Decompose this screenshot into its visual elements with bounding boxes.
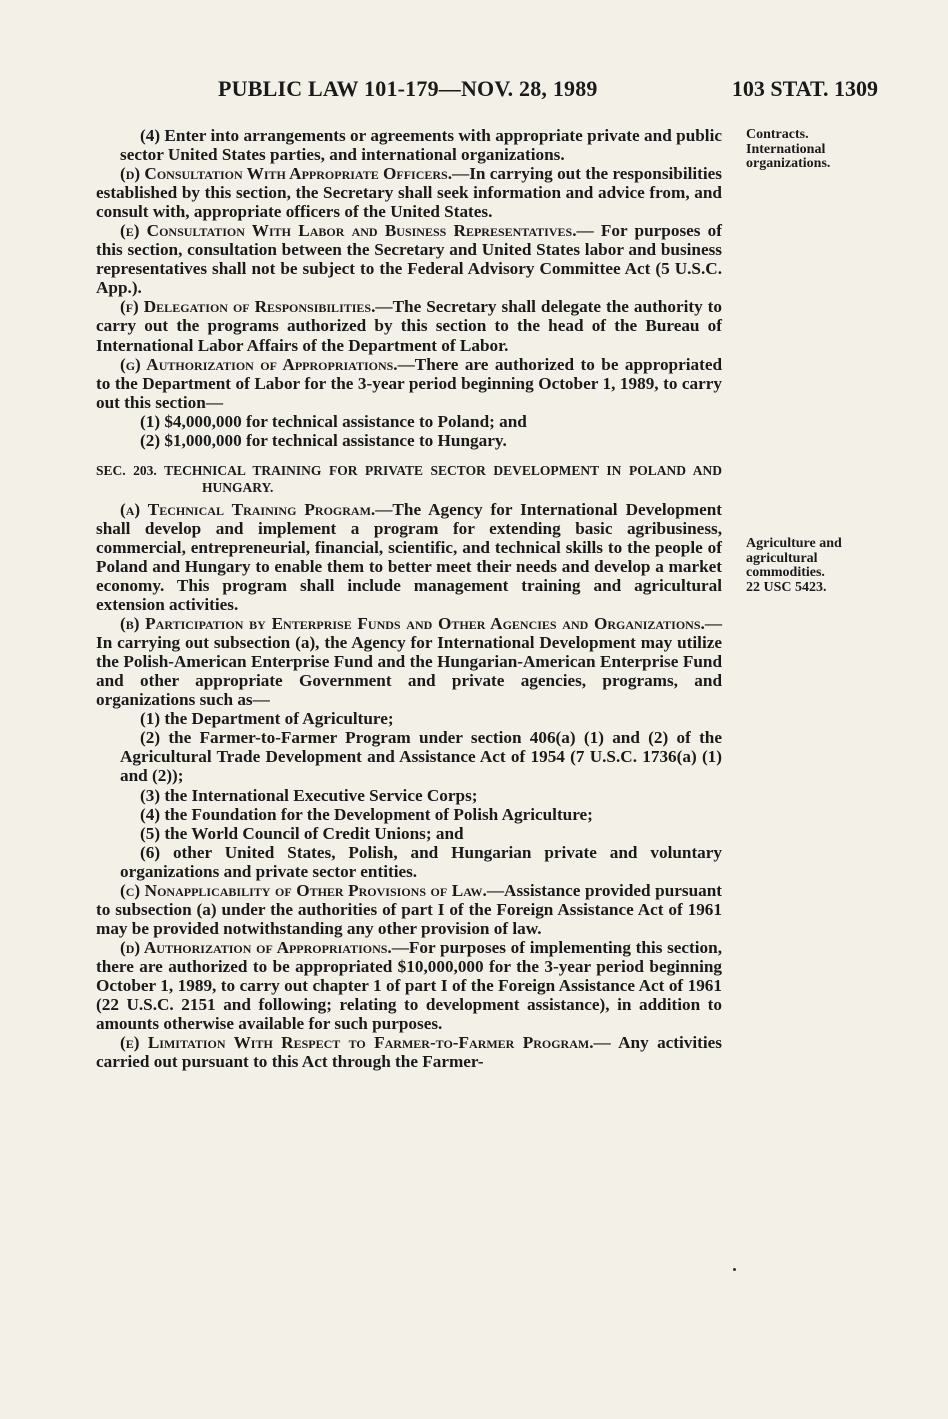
subsection-heading: (c) Nonapplicability of Other Provisions of Law.: [120, 880, 487, 900]
list-item: (6) other United States, Polish, and Hungarian private and voluntary organizations and private sector entities.: [120, 842, 722, 881]
paragraph-e2: [96, 1033, 722, 1071]
paragraph-e: [96, 221, 722, 297]
list-item: (1) the Department of Agriculture;: [140, 709, 394, 729]
subsection-text: —The Secretary shall delegate the authority to carry out the programs authorized by this section to the head of the Bureau of International Labor Affairs of the Department of Labor.: [96, 297, 722, 355]
margin-note-line: organizations.: [746, 156, 831, 171]
subsection-text: — For purposes of this section, consultation between the Secretary and United States labor and business representatives shall not be subject to the Federal Advisory Committee Act (5 U.S.C. App.).: [96, 221, 722, 298]
paragraph-d: [96, 164, 722, 221]
subsection-text: —Assistance provided pursuant to subsection (a) under the authorities of part I of the Foreign Assistance Act of 1961 may be provided notwithstanding any other provision of law.: [96, 880, 722, 938]
margin-note-line: 22 USC 5423.: [746, 579, 827, 595]
subsection-heading: (d) Authorization of Appropriations.: [120, 937, 392, 957]
list-item: (4) the Foundation for the Development of Polish Agriculture;: [140, 804, 593, 824]
header-title: PUBLIC LAW 101-179—NOV. 28, 1989: [218, 76, 598, 101]
list-item: (2) $1,000,000 for technical assistance to Hungary.: [140, 430, 507, 450]
margin-note-contracts: [746, 128, 886, 172]
subsection-text: — Any activities carried out pursuant to this Act through the Farmer-: [96, 1033, 722, 1072]
section-heading: SEC. 203. TECHNICAL TRAINING FOR PRIVATE SECTOR DEVELOPMENT IN POLAND AND HUNGARY.: [96, 462, 722, 495]
subsection-text: —There are authorized to be appropriated to the Department of Labor for the 3-year period beginning October 1, 1989, to carry out this section—: [96, 354, 723, 412]
paragraph-f: [96, 297, 722, 354]
subsection-heading: (a) Technical Training Program.: [120, 499, 376, 519]
list-item: (1) $4,000,000 for technical assistance to Poland; and: [140, 411, 527, 431]
list-item: (2) the Farmer-to-Farmer Program under section 406(a) (1) and (2) of the Agricultural Trade Development and Assistance Act of 1954 (7 U.S.C. 1736(a) (1) and (2));: [120, 728, 722, 786]
paragraph-a: [96, 500, 722, 614]
page-header: [96, 76, 878, 106]
margin-note-line: International: [746, 141, 826, 157]
subsection-heading: (g) Authorization of Appropriations.: [120, 354, 398, 374]
list-item: (3) the International Executive Service Corps;: [140, 785, 478, 805]
subsection-heading: (e) Limitation With Respect to Farmer-to-Farmer Program.: [120, 1033, 594, 1053]
print-speck: [733, 1268, 736, 1271]
margin-note-line: agricultural: [746, 550, 818, 566]
subsection-heading: (e) Consultation With Labor and Business Representatives.: [120, 221, 577, 241]
paragraph-c: [96, 881, 722, 938]
body-text: [96, 126, 722, 1071]
subsection-text: —The Agency for International Development shall develop and implement a program for extending basic agribusiness, commercial, entrepreneurial, financial, scientific, and technical skills to the people of Poland and Hungary to enable them to better meet their needs and develop a market economy. This program shall include management training and agricultural extension activities.: [96, 499, 722, 615]
subsection-text: —In carrying out subsection (a), the Agency for International Development may utilize the Polish-American Enterprise Fund and the Hungarian-American Enterprise Fund and other appropriate Government and private agencies, programs, and organizations such as—: [96, 614, 722, 710]
margin-note-line: Contracts.: [746, 127, 809, 142]
subsection-heading: (b) Participation by Enterprise Funds and Other Agencies and Organizations.: [120, 614, 705, 634]
margin-note-agriculture: [746, 537, 886, 595]
list-item: (5) the World Council of Credit Unions; and: [140, 823, 464, 843]
paragraph-c4: (4) Enter into arrangements or agreements with appropriate private and public sector United States parties, and international organizations.: [120, 126, 722, 165]
subsection-text: —In carrying out the responsibilities established by this section, the Secretary shall seek information and advice from, and consult with, appropriate officers of the United States.: [96, 164, 722, 222]
margin-note-line: Agriculture and: [746, 536, 842, 551]
paragraph-b: [96, 614, 722, 709]
header-stat-citation: 103 STAT. 1309: [731, 76, 878, 101]
subsection-heading: (f) Delegation of Responsibilities.: [120, 297, 376, 317]
margin-note-line: commodities.: [746, 565, 825, 580]
subsection-text: —For purposes of implementing this section, there are authorized to be appropriated $10,000,000 for the 3-year period beginning October 1, 1989, to carry out chapter 1 of part I of the Foreign Assistance Act of 1961 (22 U.S.C. 2151 and following; relating to development assistance), in addition to amounts otherwise available for such purposes.: [96, 937, 722, 1034]
subsection-heading: (d) Consultation With Appropriate Officers.: [120, 164, 453, 184]
paragraph-g: [96, 355, 722, 412]
paragraph-d2: [96, 938, 722, 1033]
